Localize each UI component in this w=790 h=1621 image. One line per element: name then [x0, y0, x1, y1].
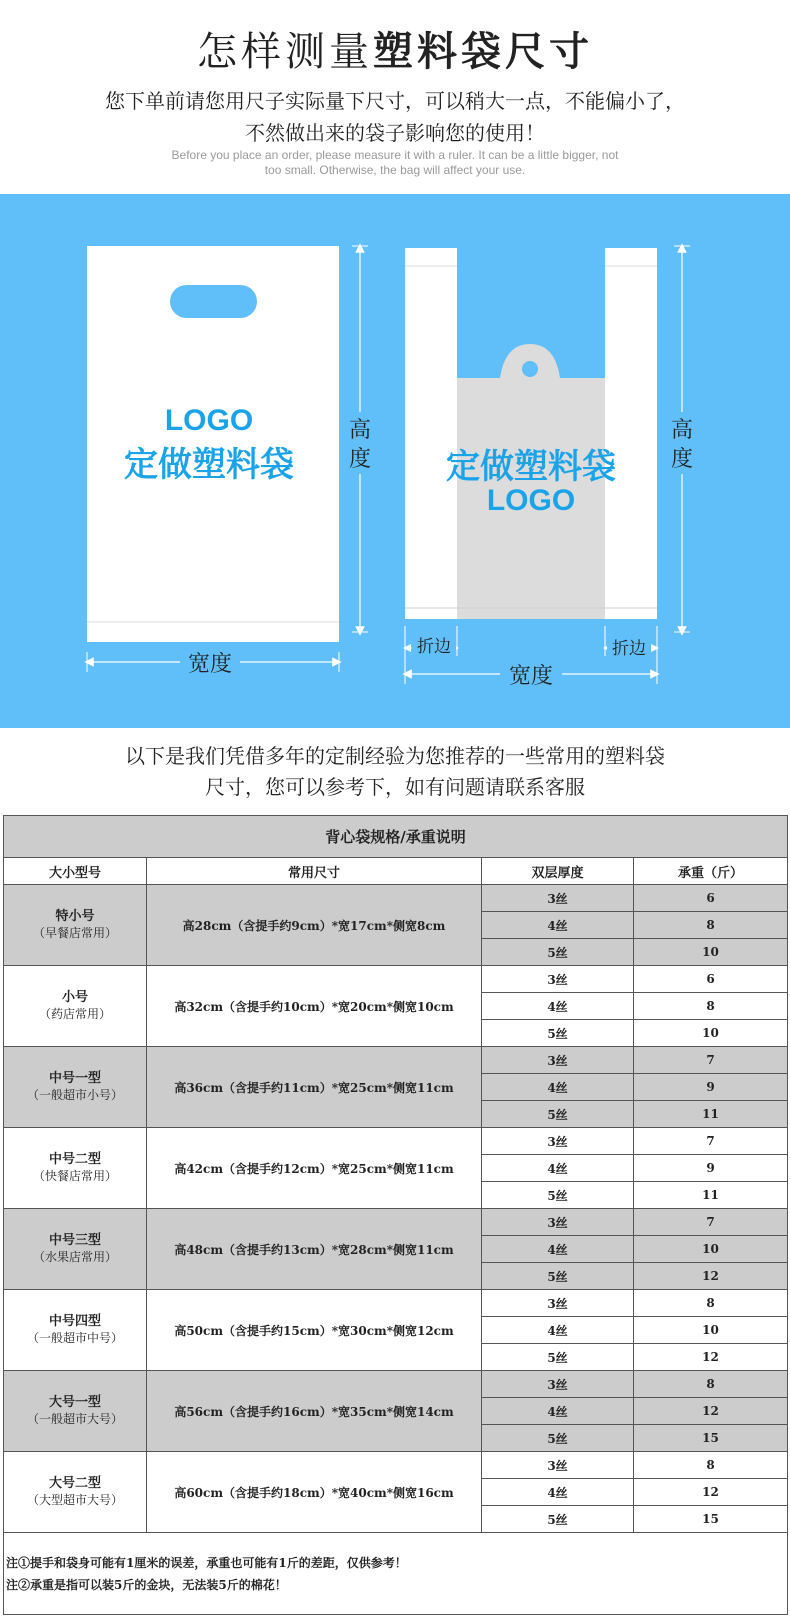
header-size: 常用尺寸	[147, 858, 482, 885]
model-note: （早餐店常用）	[32, 926, 117, 940]
measurement-diagram	[0, 194, 790, 728]
left-height-char-2: 度	[349, 447, 372, 472]
model-cell	[4, 885, 147, 966]
table-header-row	[4, 858, 788, 885]
thickness-cell: 3丝	[482, 885, 634, 912]
model-note: （快餐店常用）	[32, 1169, 117, 1183]
spec-table	[3, 815, 788, 1615]
weight-cell: 7	[634, 1047, 788, 1074]
model-cell	[4, 1128, 147, 1209]
english-line-1: Before you place an order, please measure it with a ruler. It can be a little bigger, not	[171, 148, 619, 162]
page-header	[0, 0, 790, 194]
table-row	[4, 1128, 788, 1155]
thickness-cell: 5丝	[482, 1425, 634, 1452]
left-bag-text: 定做塑料袋	[124, 445, 294, 485]
left-height-char-1: 高	[349, 418, 372, 443]
weight-cell: 11	[634, 1182, 788, 1209]
weight-cell: 12	[634, 1344, 788, 1371]
model-name: 大号二型	[48, 1476, 101, 1491]
thickness-cell: 3丝	[482, 1371, 634, 1398]
model-name: 中号一型	[48, 1071, 101, 1086]
thickness-cell: 5丝	[482, 1101, 634, 1128]
fold-left-label: 折边	[417, 637, 451, 657]
size-cell: 高28cm（含提手约9cm）*宽17cm*侧宽8cm	[147, 885, 482, 966]
die-cut-bag	[87, 246, 339, 642]
table-row	[4, 885, 788, 912]
thickness-cell: 3丝	[482, 1128, 634, 1155]
english-subtitle	[150, 148, 640, 178]
weight-cell: 10	[634, 1317, 788, 1344]
thickness-cell: 5丝	[482, 1506, 634, 1533]
intro-line-2: 尺寸，您可以参考下，如有问题请联系客服	[205, 775, 585, 799]
model-name: 中号二型	[48, 1152, 101, 1167]
thickness-cell: 4丝	[482, 1479, 634, 1506]
weight-cell: 12	[634, 1398, 788, 1425]
weight-cell: 9	[634, 1155, 788, 1182]
thickness-cell: 5丝	[482, 1182, 634, 1209]
thickness-cell: 4丝	[482, 1155, 634, 1182]
header-thickness: 双层厚度	[482, 858, 634, 885]
table-row	[4, 1047, 788, 1074]
model-note: （药店常用）	[38, 1007, 111, 1021]
thickness-cell: 4丝	[482, 1317, 634, 1344]
weight-cell: 12	[634, 1263, 788, 1290]
model-cell	[4, 966, 147, 1047]
weight-cell: 8	[634, 1371, 788, 1398]
table-caption-row	[4, 816, 788, 858]
vest-bag	[405, 248, 657, 619]
left-logo-text: LOGO	[164, 404, 254, 437]
model-note: （一般超市大号）	[26, 1412, 123, 1426]
table-note: 注①提手和袋身可能有1厘米的误差，承重也可能有1斤的差距，仅供参考！	[6, 1555, 407, 1570]
size-cell: 高42cm（含提手约12cm）*宽25cm*侧宽11cm	[147, 1128, 482, 1209]
model-cell	[4, 1452, 147, 1533]
weight-cell: 8	[634, 912, 788, 939]
table-caption: 背心袋规格/承重说明	[4, 816, 788, 858]
table-note: 注②承重是指可以装5斤的金块，无法装5斤的棉花！	[6, 1577, 287, 1592]
thickness-cell: 5丝	[482, 1020, 634, 1047]
table-notes	[4, 1533, 788, 1615]
size-cell: 高48cm（含提手约13cm）*宽28cm*侧宽11cm	[147, 1209, 482, 1290]
thickness-cell: 3丝	[482, 966, 634, 993]
weight-cell: 6	[634, 885, 788, 912]
size-cell: 高32cm（含提手约10cm）*宽20cm*侧宽10cm	[147, 966, 482, 1047]
model-name: 中号四型	[48, 1314, 101, 1329]
model-cell	[4, 1209, 147, 1290]
model-cell	[4, 1290, 147, 1371]
table-notes-row	[4, 1533, 788, 1615]
title-light: 怎样测量	[197, 29, 373, 75]
page-title	[0, 20, 790, 77]
right-bag-text: 定做塑料袋	[446, 447, 616, 487]
size-cell: 高36cm（含提手约11cm）*宽25cm*侧宽11cm	[147, 1047, 482, 1128]
size-cell: 高60cm（含提手约18cm）*宽40cm*侧宽16cm	[147, 1452, 482, 1533]
model-name: 特小号	[55, 909, 95, 924]
fold-right-label: 折边	[612, 639, 646, 659]
weight-cell: 10	[634, 1020, 788, 1047]
right-width-label: 宽度	[508, 664, 554, 689]
title-bold: 塑料袋尺寸	[373, 29, 593, 75]
table-row	[4, 1290, 788, 1317]
weight-cell: 6	[634, 966, 788, 993]
header-weight: 承重（斤）	[634, 858, 788, 885]
english-line-2: too small. Otherwise, the bag will affect your use.	[264, 163, 526, 177]
weight-cell: 8	[634, 993, 788, 1020]
weight-cell: 12	[634, 1479, 788, 1506]
weight-cell: 11	[634, 1101, 788, 1128]
right-height-char-1: 高	[671, 418, 694, 443]
model-cell	[4, 1371, 147, 1452]
right-height-char-2: 度	[671, 447, 694, 472]
weight-cell: 10	[634, 939, 788, 966]
handle-hole	[170, 285, 257, 318]
hang-hole	[522, 361, 538, 377]
size-cell: 高56cm（含提手约16cm）*宽35cm*侧宽14cm	[147, 1371, 482, 1452]
model-name: 大号一型	[48, 1395, 101, 1410]
header-model: 大小型号	[4, 858, 147, 885]
weight-cell: 7	[634, 1128, 788, 1155]
table-row	[4, 1371, 788, 1398]
thickness-cell: 5丝	[482, 1263, 634, 1290]
model-note: （水果店常用）	[32, 1250, 117, 1264]
thickness-cell: 5丝	[482, 1344, 634, 1371]
weight-cell: 15	[634, 1425, 788, 1452]
thickness-cell: 3丝	[482, 1209, 634, 1236]
left-width-label: 宽度	[187, 652, 233, 677]
thickness-cell: 5丝	[482, 939, 634, 966]
thickness-cell: 3丝	[482, 1290, 634, 1317]
size-cell: 高50cm（含提手约15cm）*宽30cm*侧宽12cm	[147, 1290, 482, 1371]
model-note: （一般超市中号）	[26, 1331, 123, 1345]
weight-cell: 10	[634, 1236, 788, 1263]
thickness-cell: 3丝	[482, 1047, 634, 1074]
table-row	[4, 1209, 788, 1236]
model-name: 中号三型	[48, 1233, 101, 1248]
table-row	[4, 966, 788, 993]
thickness-cell: 4丝	[482, 993, 634, 1020]
subtitle-line-1: 您下单前请您用尺子实际量下尺寸，可以稍大一点，不能偏小了，	[105, 89, 685, 113]
thickness-cell: 3丝	[482, 1452, 634, 1479]
thickness-cell: 4丝	[482, 1236, 634, 1263]
diagram-svg	[0, 194, 790, 728]
weight-cell: 9	[634, 1074, 788, 1101]
thickness-cell: 4丝	[482, 1398, 634, 1425]
model-cell	[4, 1047, 147, 1128]
weight-cell: 15	[634, 1506, 788, 1533]
subtitle-line-2: 不然做出来的袋子影响您的使用！	[245, 121, 545, 145]
table-row	[4, 1452, 788, 1479]
thickness-cell: 4丝	[482, 1074, 634, 1101]
weight-cell: 7	[634, 1209, 788, 1236]
weight-cell: 8	[634, 1290, 788, 1317]
right-logo-text: LOGO	[486, 484, 576, 517]
model-note: （大型超市大号）	[26, 1493, 123, 1507]
thickness-cell: 4丝	[482, 912, 634, 939]
model-note: （一般超市小号）	[26, 1088, 123, 1102]
intro-line-1: 以下是我们凭借多年的定制经验为您推荐的一些常用的塑料袋	[125, 744, 665, 768]
model-name: 小号	[61, 990, 88, 1005]
weight-cell: 8	[634, 1452, 788, 1479]
